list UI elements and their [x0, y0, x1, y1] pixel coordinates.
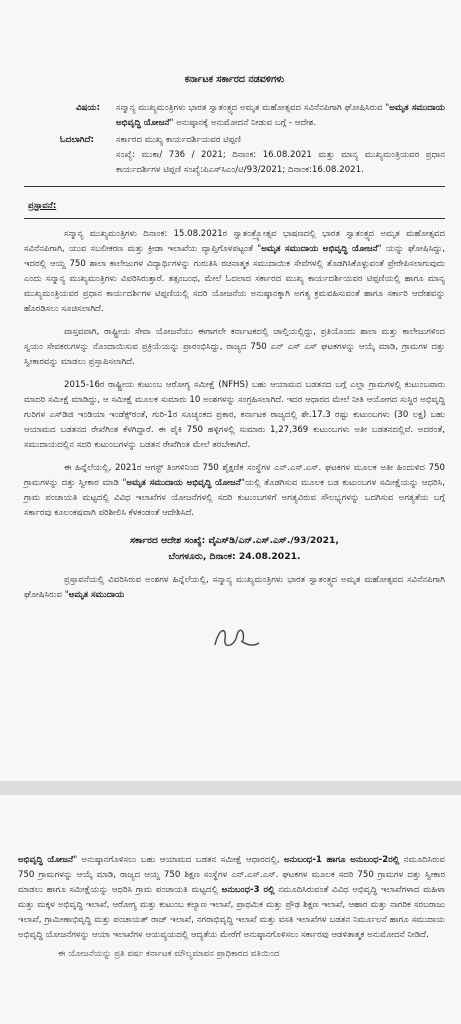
- subject-text: ಸನ್ಮಾನ್ಯ ಮುಖ್ಯಮಂತ್ರಿಗಳು ಭಾರತ ಸ್ವಾತಂತ್ರ್ಯದ ಅಮೃತ ಮಹೋತ್ಸವದ ಸವಿನೆನಪಿಗಾಗಿ ಘೋಷಿಸಿರುವ "ಅಮೃತ ಸಮುದಾಯ ಅಭಿವೃದ್ಧಿ ಯೋಜನೆ" ಅನುಷ್ಠಾನಕ್ಕೆ ಅನುಮೋದನೆ ನೀಡುವ ಬಗ್ಗೆ - ಆದೇಶ.: [116, 103, 445, 128]
- subject-label: ವಿಷಯ:: [76, 103, 101, 113]
- reference-row: [24, 133, 445, 178]
- subject-row: [24, 101, 445, 131]
- paragraph-4: ಈ ಹಿನ್ನೆಲೆಯಲ್ಲಿ, 2021ರ ಆಗಸ್ಟ್ ತಿಂಗಳಿನಿಂದ 750 ಶೈಕ್ಷಣಿಕ ಸಂಸ್ಥೆಗಳ ಎನ್.ಎಸ್.ಎಸ್. ಘಟಕಗಳ ಮೂಲಕ ಅತೀ ಹಿಂದುಳಿದ 750 ಗ್ರಾಮಗಳನ್ನು ದತ್ತು ಸ್ವೀಕಾರ ಮಾಡಿ "ಅಮೃತ ಸಮುದಾಯ ಅಭಿವೃದ್ಧಿ ಯೋಜನೆ"ಯಲ್ಲಿ ತೊಡಗಿಸುವ ಮೂಲಕ ಬಡ ಕುಟುಂಬಗಳ ಸಮೀಕ್ಷೆಯನ್ನು ಆಧರಿಸಿ, ಗ್ರಾಮ ಪಂಚಾಯತಿ ಮಟ್ಟದಲ್ಲಿ ವಿವಿಧ ಇಲಾಖೆಗಳ ಯೋಜನೆಗಳಲ್ಲಿ ಸದರಿ ಕುಟುಂಬಗಳಿಗೆ ಅಗತ್ಯವಿರುವ ಸೌಲಭ್ಯಗಳನ್ನು ಒದಗಿಸುವ ಅಗತ್ಯತೆಯ ಬಗ್ಗೆ ಸರ್ಕಾರವು ಕೂಲಂಕಷವಾಗಿ ಪರಿಶೀಲಿಸಿ ಕೆಳಕಂಡಂತೆ ಆದೇಶಿಸಿದೆ.: [24, 463, 445, 518]
- divider: [24, 218, 445, 219]
- document-header: ಕರ್ನಾಟಕ ಸರ್ಕಾರದ ನಡವಳಿಗಳು: [184, 74, 285, 85]
- paragraph-7-partial: ಈ ಯೋಜನೆಯನ್ನು ಪ್ರತಿ ವರ್ಷ ಕರ್ನಾಟಕ ಮೌಲ್ಯಮಾಪನ ಪ್ರಾಧಿಕಾರದ ವತಿಯಿಂದ: [58, 949, 280, 959]
- signature-mark: [205, 617, 265, 657]
- scheme-name: ಅಮೃತ ಸಮುದಾಯ ಅಭಿವೃದ್ಧಿ ಯೋಜನೆ: [116, 103, 445, 128]
- reference-text: ಸರ್ಕಾರದ ಮುಖ್ಯ ಕಾರ್ಯದರ್ಶಿಯವರ ಟಿಪ್ಪಣಿ ಸಂಖ್ಯೆ: ಮುಕಾ/ 736 / 2021; ದಿನಾಂಕ: 16.08.2021 ಮತ್ತು ಮಾನ್ಯ ಮುಖ್ಯಮಂತ್ರಿಯವರ ಪ್ರಧಾನ ಕಾರ್ಯದರ್ಶಿಗಳ ಟಿಪ್ಪಣಿ ಸಂಖ್ಯೆ:ಪಿಎಸ್‌ಸಿಎಂ/ಟಿ/93/2021; ದಿನಾಂಕ:16.08.2021.: [116, 135, 445, 175]
- government-order-number: ಸರ್ಕಾರದ ಆದೇಶ ಸಂಖ್ಯೆ: ವೈಎಸ್‌ಡಿ/ಎನ್.ಎಸ್.ಎಸ್./93/2021, ಬೆಂಗಳೂರು, ದಿನಾಂಕ: 24.08.2021.: [130, 535, 339, 562]
- divider: [24, 186, 445, 187]
- document-page-2: [0, 795, 461, 1024]
- paragraph-2: ವಾಸ್ತವವಾಗಿ, ರಾಷ್ಟ್ರೀಯ ಸೇವಾ ಯೋಜನೆಯು ಈಗಾಗಲೇ ಕರ್ನಾಟಕದಲ್ಲಿ ಚಾಲ್ತಿಯಲ್ಲಿದ್ದು, ಪ್ರತಿಯೊಂದು ಶಾಲಾ ಮತ್ತು ಕಾಲೇಜುಗಳಿಂದ ಸ್ವಯಂ ಸೇವಕರುಗಳನ್ನು ನೊಂದಾಯಿಸುವ ಪ್ರಕ್ರಿಯೆಯನ್ನು ಪ್ರಾರಂಭಿಸಿದ್ದು, ರಾಜ್ಯದ 750 ಎನ್ ಎಸ್ ಎಸ್ ಘಟಕಗಳನ್ನು ಆಯ್ಕೆ ಮಾಡಿ, ಗ್ರಾಮಗಳ ದತ್ತು ಸ್ವೀಕಾರವನ್ನು ಮಾಡಲು ಪ್ರಸ್ತಾಪಿಸಲಾಗಿದೆ.: [24, 327, 445, 367]
- paragraph-6: ಅಭಿವೃದ್ಧಿ ಯೋಜನೆ" ಅನುಷ್ಠಾನಗೊಳಿಸಲು ಬಹು ಆಯಾಮದ ಬಡತನ ಸಮೀಕ್ಷೆ ಆಧಾರದಲ್ಲಿ, ಅನುಬಂಧ-1 ಹಾಗೂ ಅನುಬಂಧ-2ರಲ್ಲಿ ನಮೂದಿಸಿರುವ 750 ಗ್ರಾಮಗಳನ್ನು ಆಯ್ಕೆ ಮಾಡಿ, ರಾಜ್ಯದ ಆಯ್ದ 750 ಶಿಕ್ಷಣ ಸಂಸ್ಥೆಗಳ ಎನ್.ಎಸ್.ಎಸ್. ಘಟಕಗಳ ಮೂಲಕ ಸದರಿ 750 ಗ್ರಾಮಗಳ ದತ್ತು ಸ್ವೀಕಾರ ಮಾಡಲು ಹಾಗೂ ಸಮೀಕ್ಷೆಯನ್ನು ಆಧರಿಸಿ ಗ್ರಾಮ ಪಂಚಾಯತಿ ಮಟ್ಟದಲ್ಲಿ ಅನುಬಂಧ-3 ರಲ್ಲಿ ನಮೂದಿಸಿರುವಂತೆ ವಿವಿಧ ಅಭಿವೃದ್ಧಿ ಇಲಾಖೆಗಳಾದ ಮಹಿಳಾ ಮತ್ತು ಮಕ್ಕಳ ಅಭಿವೃದ್ಧಿ ಇಲಾಖೆ, ಆರೋಗ್ಯ ಮತ್ತು ಕುಟುಂಬ ಕಲ್ಯಾಣ ಇಲಾಖೆ, ಪ್ರಾಥಮಿಕ ಮತ್ತು ಪ್ರೌಢ ಶಿಕ್ಷಣ ಇಲಾಖೆ, ಆಹಾರ ಮತ್ತು ನಾಗರಿಕ ಸರಬರಾಜು ಇಲಾಖೆ, ಗ್ರಾಮೀಣಾಭಿವೃದ್ಧಿ ಮತ್ತು ಪಂಚಾಯತ್ ರಾಜ್ ಇಲಾಖೆ, ನಗರಾಭಿವೃದ್ಧಿ ಇಲಾಖೆ ಮತ್ತು ವಸತಿ ಇಲಾಖೆಗಳ ಬಡತನ ನಿರ್ಮೂಲನೆ ಹಾಗೂ ಸಮುದಾಯ ಅಭಿವೃದ್ಧಿ ಯೋಜನೆಗಳನ್ನು ಆಯಾ ಇಲಾಖೆಗಳ ಆಯವ್ಯಯದಲ್ಲಿ ಆದ್ಯತೆಯ ಮೇರೆಗೆ ಅನುಷ್ಠಾನಗೊಳಿಸಲು ಸರ್ಕಾರವು ಆಡಳಿತಾತ್ಮಕ ಅನುಮೋದನೆ ನೀಡಿದೆ.: [18, 855, 446, 940]
- paragraph-1: ಸನ್ಮಾನ್ಯ ಮುಖ್ಯಮಂತ್ರಿಗಳು ದಿನಾಂಕ: 15.08.2021ರ ಸ್ವಾತಂತ್ರ್ಯೋತ್ಸವ ಭಾಷಣದಲ್ಲಿ ಭಾರತ ಸ್ವಾತಂತ್ರ್ಯದ ಅಮೃತ ಮಹೋತ್ಸವದ ಸವಿನೆನಪಿಗಾಗಿ, ಯುವ ಸಬಲೀಕರಣ ಮತ್ತು ಕ್ರೀಡಾ ಇಲಾಖೆಯ ವ್ಯಾಪ್ತಿಗೊಳಪಟ್ಟಂತೆ "ಅಮೃತ ಸಮುದಾಯ ಅಭಿವೃದ್ಧಿ ಯೋಜನೆ" ಯನ್ನು ಘೋಷಿಸಿದ್ದು, ಇದರಲ್ಲಿ ಆಯ್ದ 750 ಶಾಲಾ ಕಾಲೇಜುಗಳ ವಿದ್ಯಾರ್ಥಿಗಳನ್ನು ಗುರುತಿಸಿ ರಚನಾತ್ಮಕ ಸಮುದಾಯಿಕ ಸೇವೆಗಳಲ್ಲಿ ತೊಡಗಿಸಿಕೊಳ್ಳುವಂತೆ ಪ್ರೇರೇಪಿಸಲಾಗುವುದು ಎಂದು ಸನ್ಮಾನ್ಯ ಮುಖ್ಯಮಂತ್ರಿಗಳು ವಿವರಿಸಿರುತ್ತಾರೆ. ತತ್ಸಂಬಂಧ, ಮೇಲೆ ಓದಲಾದ ಸರ್ಕಾರದ ಮುಖ್ಯ ಕಾರ್ಯದರ್ಶಿಯವರ ಟಿಪ್ಪಣಿಯಲ್ಲಿ ಹಾಗೂ ಮಾನ್ಯ ಮುಖ್ಯಮಂತ್ರಿಯವರ ಪ್ರಧಾನ ಕಾರ್ಯದರ್ಶಿಗಳ ಟಿಪ್ಪಣಿಯಲ್ಲಿ ಸದರಿ ಯೋಜನೆಯ ಅನುಷ್ಠಾನಕ್ಕಾಗಿ ಅಗತ್ಯ ಕ್ರಮವಹಿಸುವಂತೆ ಹಾಗೂ ಸರ್ಕಾರಿ ಆದೇಶವನ್ನು ಹೊರಡಿಸಲು ಸೂಚಿಸಲಾಗಿದೆ.: [24, 229, 445, 314]
- reference-label: ಓದಲಾಗಿದೆ:: [60, 135, 94, 145]
- paragraph-3: 2015-16ರ ರಾಷ್ಟ್ರೀಯ ಕುಟುಂಬ ಆರೋಗ್ಯ ಸಮೀಕ್ಷೆ (NFHS) ಬಹು ಆಯಾಮದ ಬಡತನದ ಬಗ್ಗೆ ಎಲ್ಲಾ ಗ್ರಾಮಗಳಲ್ಲಿ ಕುಟುಂಬವಾರು ಮಾದರಿ ಸಮೀಕ್ಷೆ ಮಾಡಿದ್ದು, ಆ ಸಮೀಕ್ಷೆ ಮೂಲಕ ಸುಮಾರು 10 ಅಂಶಗಳನ್ನು ಸಂಗ್ರಹಿಸಲಾಗಿದೆ. ಇದರ ಆಧಾರದ ಮೇಲೆ ನೀತಿ ಆಯೋಗದ ಸುಸ್ಥಿರ ಅಭಿವೃದ್ಧಿ ಗುರಿಗಳ ಎಸ್‌ಡಿಜಿ ಇಂಡಿಯಾ ಇಂಡೆಕ್ಸ್‌ರಂತೆ, ಗುರಿ-1ರ ಸೂಚ್ಯಂಕದ ಪ್ರಕಾರ, ಕರ್ನಾಟಕ ರಾಜ್ಯದಲ್ಲಿ ಶೇ.17.3 ರಷ್ಟು ಕುಟುಂಬಗಳು (30 ಲಕ್ಷ) ಬಹು ಆಯಾಮದ ಬಡತನದ ರೇಖೆಗಿಂತ ಕೆಳಗಿದ್ದಾರೆ. ಈ ಪೈಕಿ 750 ಹಳ್ಳಿಗಳಲ್ಲಿ ಸುಮಾರು 1,27,369 ಕುಟುಂಬಗಳು ಅತೀ ಬಡತನದಲ್ಲಿವೆ. ಅದರಂತೆ, ಸಮುದಾಯದಲ್ಲಿನ ಸದರಿ ಕುಟುಂಬಗಳನ್ನು ಬಡತನ ರೇಖೆಗಿಂತ ಮೇಲೆ ತರಬೇಕಾಗಿದೆ.: [24, 380, 445, 450]
- paragraph-5: ಪ್ರಸ್ತಾವನೆಯಲ್ಲಿ ವಿವರಿಸಿರುವ ಅಂಶಗಳ ಹಿನ್ನೆಲೆಯಲ್ಲಿ, ಸನ್ಮಾನ್ಯ ಮುಖ್ಯಮಂತ್ರಿಗಳು ಭಾರತ ಸ್ವಾತಂತ್ರ್ಯದ ಅಮೃತ ಮಹೋತ್ಸವದ ಸವಿನೆನಪಿಗಾಗಿ ಘೋಷಿಸಿರುವ "ಅಮೃತ ಸಮುದಾಯ: [24, 575, 445, 600]
- preamble-title: ಪ್ರಸ್ತಾವನೆ:: [28, 201, 57, 211]
